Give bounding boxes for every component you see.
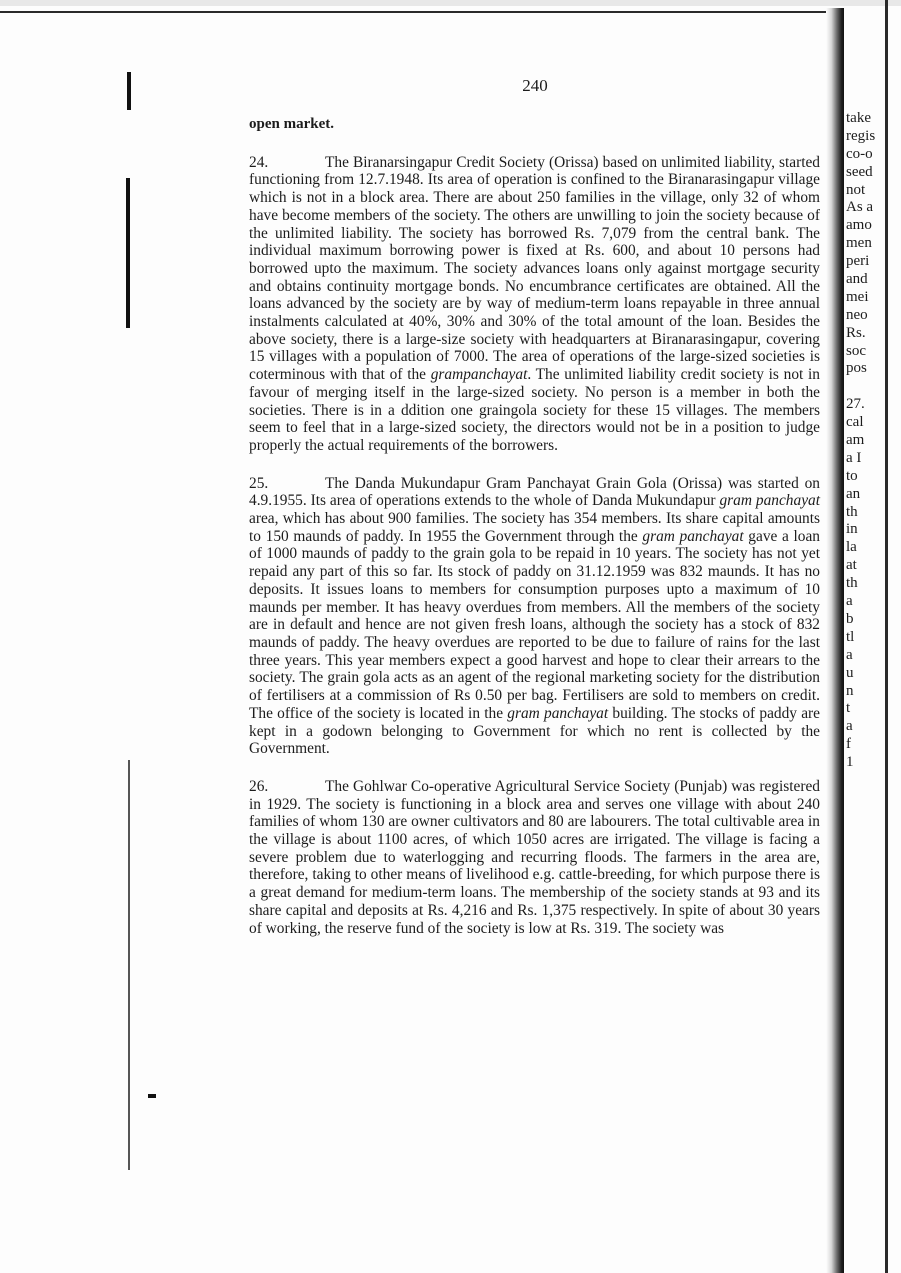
next-page-line-fragment: a I	[846, 449, 862, 466]
paragraph-text: area, which has about 900 families. The society has 354 members. Its share capital amounts to 150 maunds of paddy. In 1955 the Government through the	[249, 510, 820, 545]
next-page-line-fragment: at	[846, 557, 857, 574]
next-page-line-fragment: pos	[846, 360, 867, 377]
next-page-line-fragment: 27.	[846, 396, 865, 413]
next-page-line-fragment: la	[846, 539, 857, 556]
paragraph-number: 26.	[249, 777, 269, 795]
paragraph-list	[249, 154, 820, 938]
next-page-line-fragment: b	[846, 610, 854, 627]
next-page-line-fragment: a	[846, 646, 853, 663]
next-page-line-fragment: regis	[846, 127, 876, 144]
paragraph-text: . The unlimited liability credit society is not in favour of merging itself in the large-sized society. No person is a member in both the societies. There is in a ddition one graingola society for these 15 villages. The members seem to feel that in a large-sized society, the directors would not be in a position to judge properly the actual requirements of the borrowers.	[249, 366, 820, 454]
page-number: 240	[522, 76, 548, 95]
paragraph-text: The Biranarsingapur Credit Society (Orissa) based on unlimited liability, started functioning from 12.7.1948. Its area of operation is confined to the Biranarasingapur village which is not in a block area. There are about 250 families in the village, only 32 of whom have become members of the society. The others are unwilling to join the society because of the unlimited liability. The society has borrowed Rs. 7,079 from the central bank. The individual maximum borrowing power is fixed at Rs. 600, and about 10 persons had borrowed upto the maximum. The society advances loans only against mortgage security and obtains continuity mortgage bonds. No encumbrance certificates are obtained. All the loans advanced by the society are by way of medium-term loans repayable in three annual instalments calculated at 40%, 30% and 30% of the total amount of the loan. Besides the above society, there is a large-size society with headquarters at Biranarasingapur, covering 15 villages with a population of 7000. The area of operations of the large-sized societies is coterminous with that of the	[249, 153, 820, 384]
next-page-line-fragment: th	[846, 575, 858, 592]
book-gutter-shadow	[826, 8, 844, 1273]
margin-scan-mark	[126, 178, 130, 328]
next-page-line-fragment: u	[846, 664, 854, 681]
next-page-line-fragment: to	[846, 467, 858, 484]
margin-scan-mark	[148, 1094, 156, 1098]
next-page-line-fragment: cal	[846, 414, 864, 431]
next-page-line-fragment: and	[846, 271, 868, 288]
scan-smudge	[312, 1140, 334, 1146]
paragraph	[249, 154, 820, 455]
paragraph-number: 25.	[249, 474, 269, 492]
next-page-line-fragment: As a	[846, 199, 874, 216]
next-page-line-fragment: a	[846, 718, 853, 735]
paragraph-number: 24.	[249, 153, 269, 171]
next-page-line-fragment: neo	[846, 306, 868, 323]
next-page-line-fragment: t	[846, 700, 851, 717]
next-page-line-fragment: soc	[846, 342, 866, 359]
paragraph-text: building. The stocks of paddy are kept in a godown belonging to Government for which no rent is collected by the Government.	[249, 704, 821, 758]
next-page-line-fragment: take	[846, 110, 871, 126]
paragraph	[249, 475, 820, 758]
next-page-line-fragment: f	[846, 736, 851, 753]
italic-term: grampanchayat	[430, 366, 528, 384]
italic-term: gram panchayat	[719, 492, 820, 510]
opening-line: open market.	[249, 116, 334, 132]
next-page-line-fragment: not	[846, 181, 866, 198]
next-page-line-fragment: an	[846, 485, 861, 502]
next-page-line-fragment	[846, 378, 886, 396]
italic-term: gram panchayat	[507, 704, 609, 722]
margin-scan-mark	[127, 72, 131, 110]
next-page-line-fragment: amo	[846, 217, 872, 234]
page-body	[249, 116, 820, 957]
next-page-line-fragment: a	[846, 593, 853, 610]
next-page-line-fragment: men	[846, 235, 872, 252]
next-page-line-fragment: n	[846, 682, 854, 699]
next-page-line-fragment: th	[846, 503, 858, 520]
next-page-line-fragment	[846, 772, 886, 790]
next-page-line-fragment: peri	[846, 253, 870, 270]
paragraph-text: The Danda Mukundapur Gram Panchayat Grain Gola (Orissa) was started on 4.9.1955. Its area of operations extends to the whole of Danda Mukundapur	[249, 474, 820, 510]
margin-scan-mark	[128, 760, 130, 1170]
next-page-line-fragment: mei	[846, 288, 869, 305]
next-page-fragment	[846, 110, 886, 790]
next-page-line-fragment: in	[846, 521, 858, 538]
scan-top-edge	[0, 0, 901, 6]
next-page-line-fragment: seed	[846, 163, 873, 180]
next-page-line-fragment: tl	[846, 628, 855, 645]
next-page-line-fragment: am	[846, 432, 865, 449]
next-page-line-fragment: Rs.	[846, 324, 866, 341]
paragraph-text: The Gohlwar Co-operative Agricultural Service Society (Punjab) was registered in 1929. The society is functioning in a block area and serves one village with about 240 families of whom 130 are owner cultivators and 80 are labourers. The total cultivable area in the village is about 1100 acres, of which 1050 acres are irrigated. The village is facing a severe problem due to waterlogging and recurring floods. The farmers in the area are, therefore, taking to other means of livelihood e.g. cattle-breeding, for which purpose there is a great demand for medium-term loans. The membership of the society stands at 93 and its share capital and deposits at Rs. 4,216 and Rs. 1,375 respectively. In spite of about 30 years of working, the reserve fund of the society is low at Rs. 319. The society was	[249, 777, 820, 937]
paragraph	[249, 778, 820, 937]
next-page-line-fragment: co-o	[846, 145, 873, 162]
italic-term: gram panchayat	[642, 527, 744, 545]
next-page-line-fragment: 1	[846, 754, 854, 771]
page-top-rule	[0, 11, 830, 13]
paragraph-text: gave a loan of 1000 maunds of paddy to the grain gola to be repaid in 10 years. The society has not yet repaid any part of this so far. Its stock of paddy on 31.12.1959 was 832 maunds. It has no deposits. It issues loans to members for consumption purposes upto a maximum of 10 maunds per member. It has heavy overdues from members. All the members of the society are in default and hence are not given fresh loans, although the society has a stock of 832 maunds of paddy. The heavy overdues are reported to be due to failure of rains for the last three years. This year members expect a good harvest and hope to clear their arrears to the society. The grain gola acts as an agent of the regional marketing society for the distribution of fertilisers at a commission of Rs 0.50 per bag. Fertilisers are sold to members on credit. The office of the society is located in the	[249, 527, 820, 722]
